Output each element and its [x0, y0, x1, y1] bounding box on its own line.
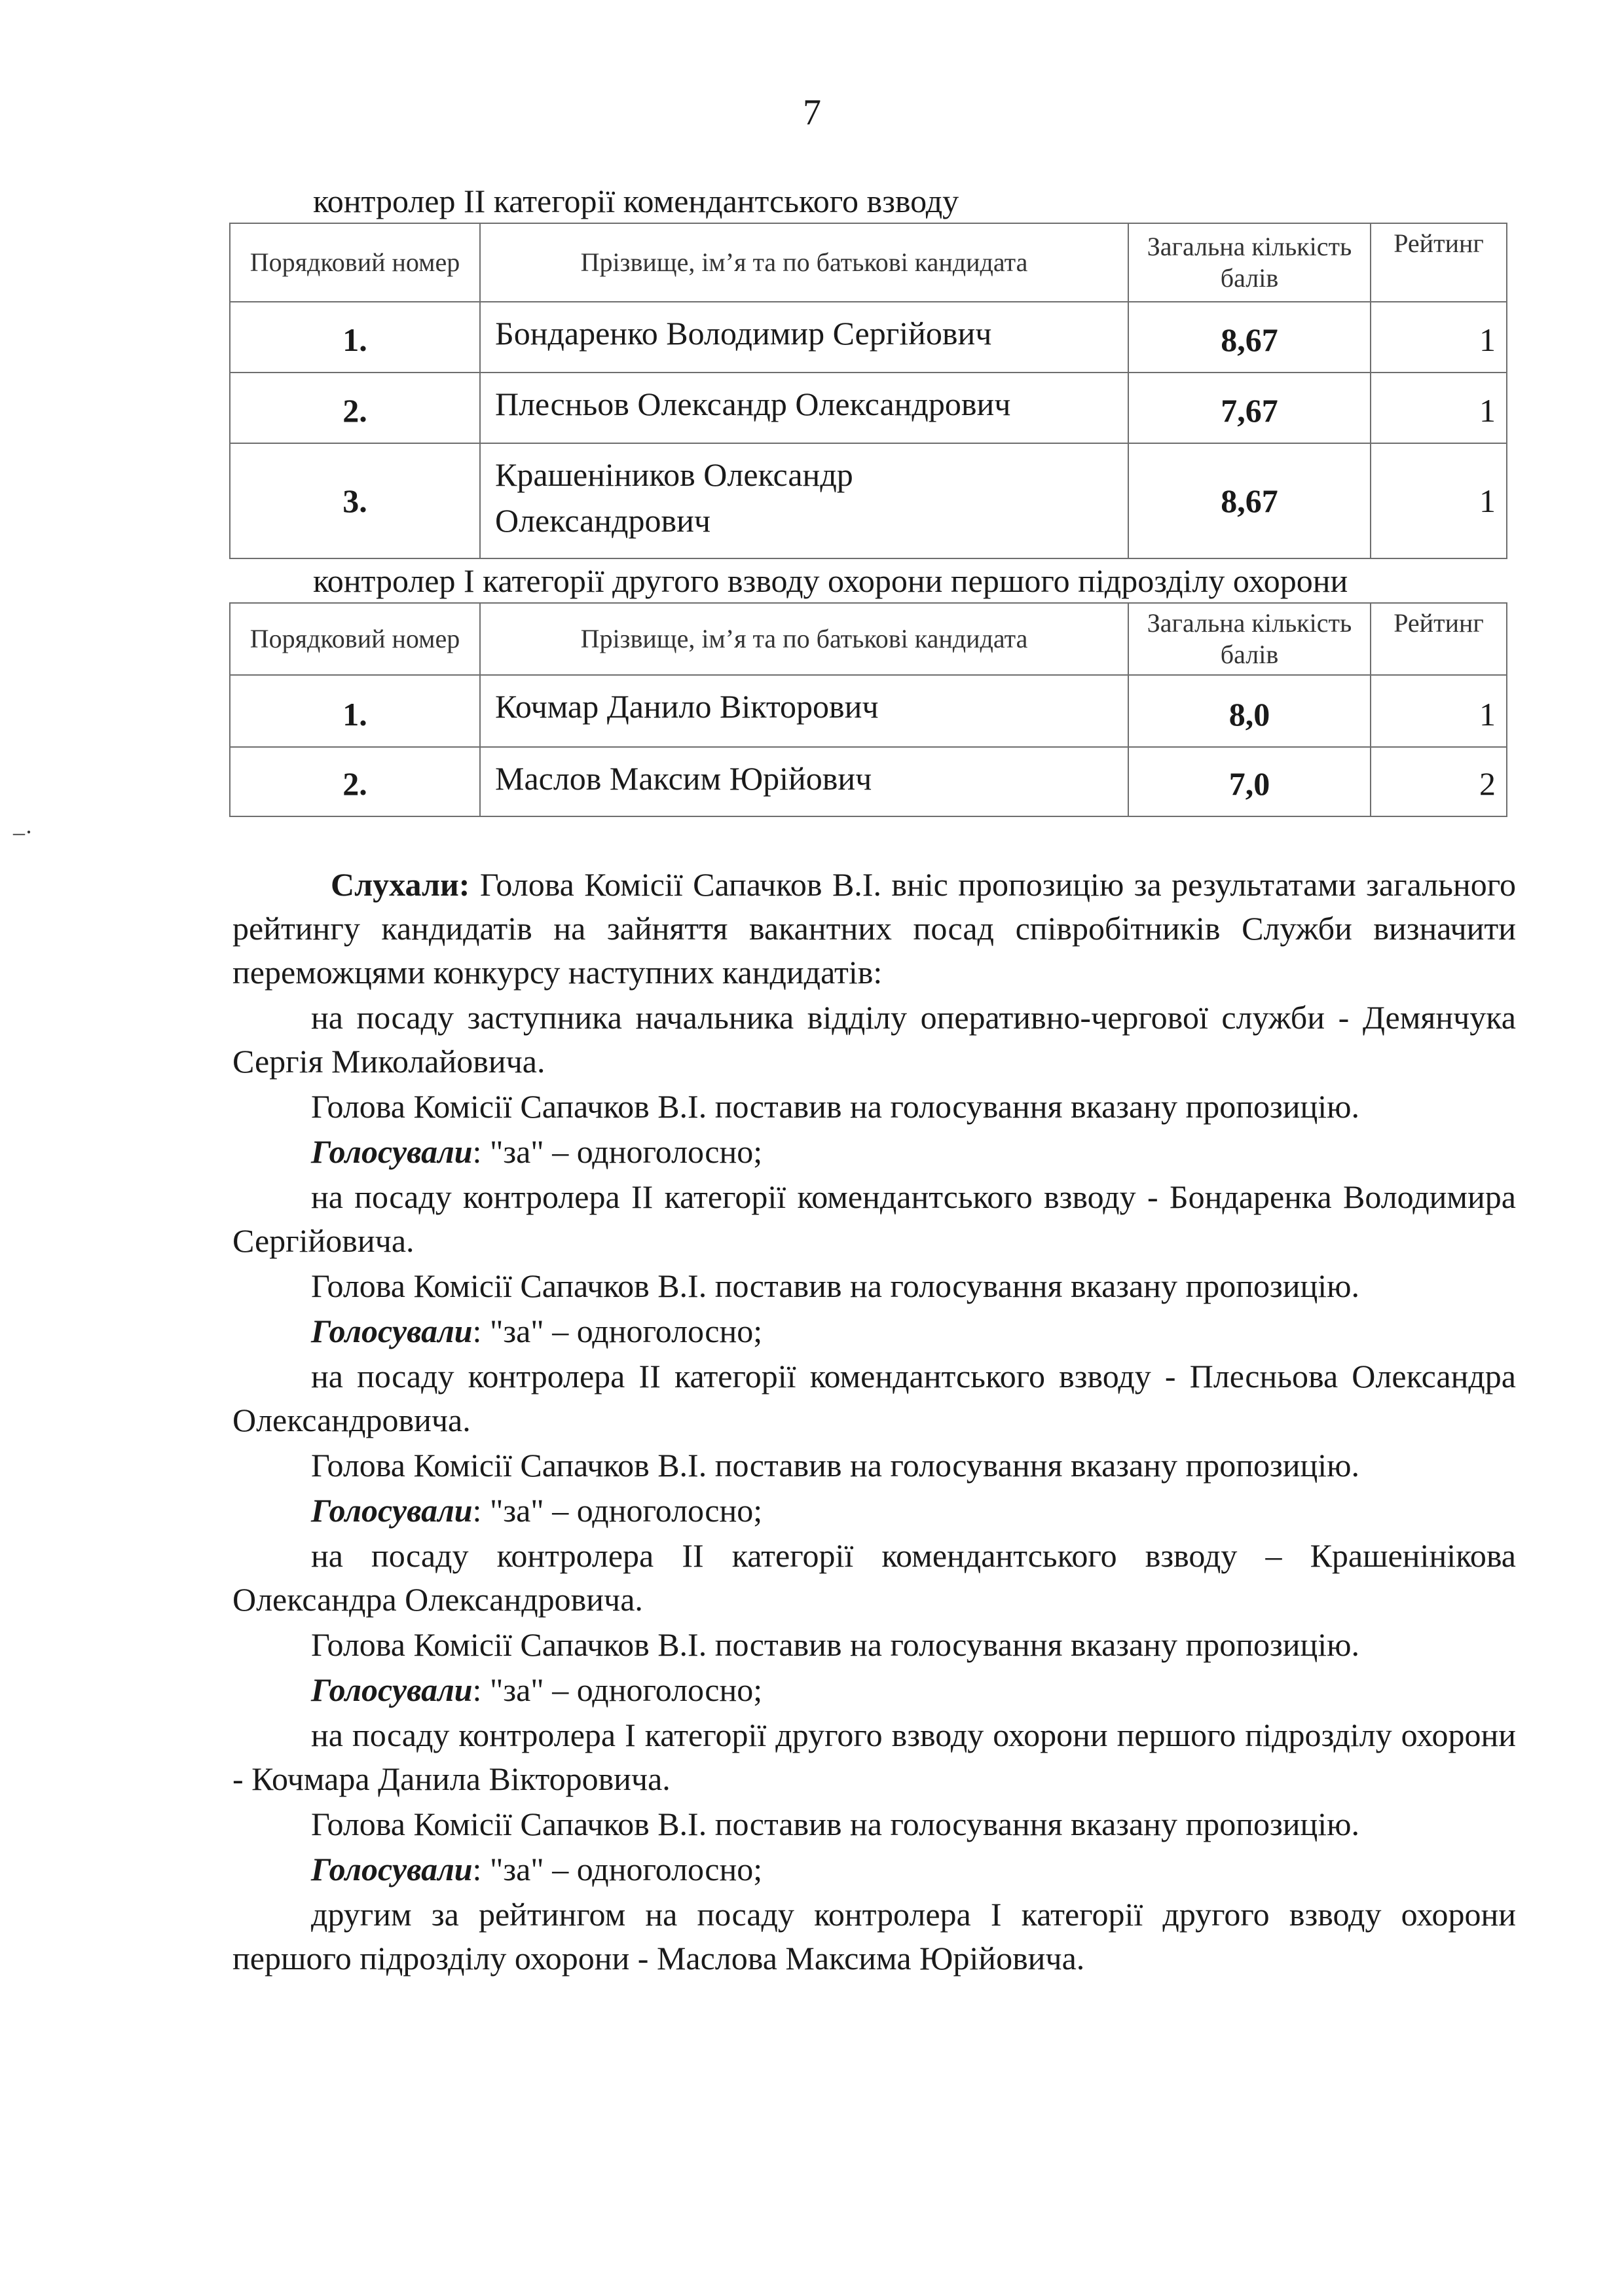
row-number: 1.: [230, 675, 480, 747]
nomination-paragraph: на посаду контролера ІІ категорії комендантського взводу - Бондаренка Володимира Сергійовича.: [232, 1178, 1516, 1259]
candidate-name: Маслов Максим Юрійович: [480, 747, 1128, 816]
table1-caption: контролер ІІ категорії комендантського взводу: [313, 183, 959, 219]
final-paragraph: другим за рейтингом на посаду контролера І категорії другого взводу охорони першого підрозділу охорони - Маслова Максима Юрійовича.: [232, 1896, 1516, 1977]
candidate-name: Кочмар Данило Вікторович: [480, 675, 1128, 747]
table-row: [230, 675, 1507, 747]
nomination-paragraph: на посаду контролера ІІ категорії комендантського взводу - Плесньова Олександра Олександровича.: [232, 1358, 1516, 1438]
vote-label: Голосували: [311, 1851, 473, 1887]
candidate-rank: 1: [1371, 302, 1507, 373]
header-name: Прізвище, ім’я та по батькові кандидата: [480, 603, 1128, 675]
vote-paragraph: [232, 1489, 1516, 1533]
header-score: Загальна кількість балів: [1128, 603, 1371, 675]
page-number: 7: [803, 92, 821, 133]
candidate-rank: 1: [1371, 443, 1507, 558]
candidate-rank: 1: [1371, 373, 1507, 443]
minutes-body: [232, 863, 1516, 1982]
header-number: Порядковий номер: [230, 223, 480, 302]
vote-label: Голосували: [311, 1313, 473, 1349]
vote-result: : "за" – одноголосно;: [472, 1313, 763, 1349]
candidates-table-2: [229, 602, 1507, 817]
row-number: 1.: [230, 302, 480, 373]
vote-result: : "за" – одноголосно;: [472, 1492, 763, 1529]
vote-result: : "за" – одноголосно;: [472, 1133, 763, 1170]
put-to-vote-paragraph: Голова Комісії Сапачков В.І. поставив на голосування вказану пропозицію.: [311, 1626, 1360, 1663]
candidates-table-1: [229, 223, 1507, 559]
nomination-paragraph: на посаду заступника начальника відділу оперативно-чергової служби - Демянчука Сергія Миколайовича.: [232, 999, 1516, 1080]
table2-caption: контролер І категорії другого взводу охорони першого підрозділу охорони: [313, 562, 1348, 599]
row-number: 3.: [230, 443, 480, 558]
candidate-rank: 1: [1371, 675, 1507, 747]
candidate-name: Крашеніников Олександр Олександрович: [480, 443, 1128, 558]
header-number: Порядковий номер: [230, 603, 480, 675]
vote-label: Голосували: [311, 1133, 473, 1170]
row-number: 2.: [230, 747, 480, 816]
vote-result: : "за" – одноголосно;: [472, 1671, 763, 1708]
table-row: [230, 373, 1507, 443]
candidate-score: 8,67: [1128, 302, 1371, 373]
nomination-paragraph: на посаду контролера І категорії другого взводу охорони першого підрозділу охорони - Кочмара Данила Вікторовича.: [232, 1717, 1516, 1797]
heard-text: Голова Комісії Сапачков В.І. вніс пропозицію за результатами загального рейтингу кандидатів на зайняття вакантних посад співробітників Служби визначити переможцями конкурсу наступних кандидатів:: [232, 866, 1517, 991]
scan-margin-mark: –·: [13, 819, 33, 845]
candidate-score: 7,67: [1128, 373, 1371, 443]
vote-label: Голосували: [311, 1671, 473, 1708]
put-to-vote-paragraph: Голова Комісії Сапачков В.І. поставив на голосування вказану пропозицію.: [311, 1447, 1360, 1484]
vote-paragraph: [232, 1130, 1516, 1174]
table-header-row: [230, 223, 1507, 302]
candidate-score: 7,0: [1128, 747, 1371, 816]
vote-label: Голосували: [311, 1492, 473, 1529]
table-row: [230, 302, 1507, 373]
vote-paragraph: [232, 1309, 1516, 1353]
vote-paragraph: [232, 1668, 1516, 1712]
header-rank: Рейтинг: [1371, 603, 1507, 675]
candidate-rank: 2: [1371, 747, 1507, 816]
candidate-name: Бондаренко Володимир Сергійович: [480, 302, 1128, 373]
put-to-vote-paragraph: Голова Комісії Сапачков В.І. поставив на голосування вказану пропозицію.: [311, 1088, 1360, 1125]
header-score: Загальна кількість балів: [1128, 223, 1371, 302]
candidate-score: 8,67: [1128, 443, 1371, 558]
vote-paragraph: [232, 1848, 1516, 1891]
nomination-paragraph: на посаду контролера ІІ категорії комендантського взводу – Крашенінікова Олександра Олександровича.: [232, 1537, 1516, 1618]
heard-paragraph: [232, 863, 1516, 994]
put-to-vote-paragraph: Голова Комісії Сапачков В.І. поставив на голосування вказану пропозицію.: [311, 1267, 1360, 1304]
candidate-score: 8,0: [1128, 675, 1371, 747]
put-to-vote-paragraph: Голова Комісії Сапачков В.І. поставив на голосування вказану пропозицію.: [311, 1806, 1360, 1842]
table-row: [230, 443, 1507, 558]
candidate-name: Плесньов Олександр Олександрович: [480, 373, 1128, 443]
table-row: [230, 747, 1507, 816]
vote-result: : "за" – одноголосно;: [472, 1851, 763, 1887]
heard-label: Слухали:: [331, 866, 470, 903]
row-number: 2.: [230, 373, 480, 443]
table-header-row: [230, 603, 1507, 675]
header-rank: Рейтинг: [1371, 223, 1507, 302]
header-name: Прізвище, ім’я та по батькові кандидата: [480, 223, 1128, 302]
